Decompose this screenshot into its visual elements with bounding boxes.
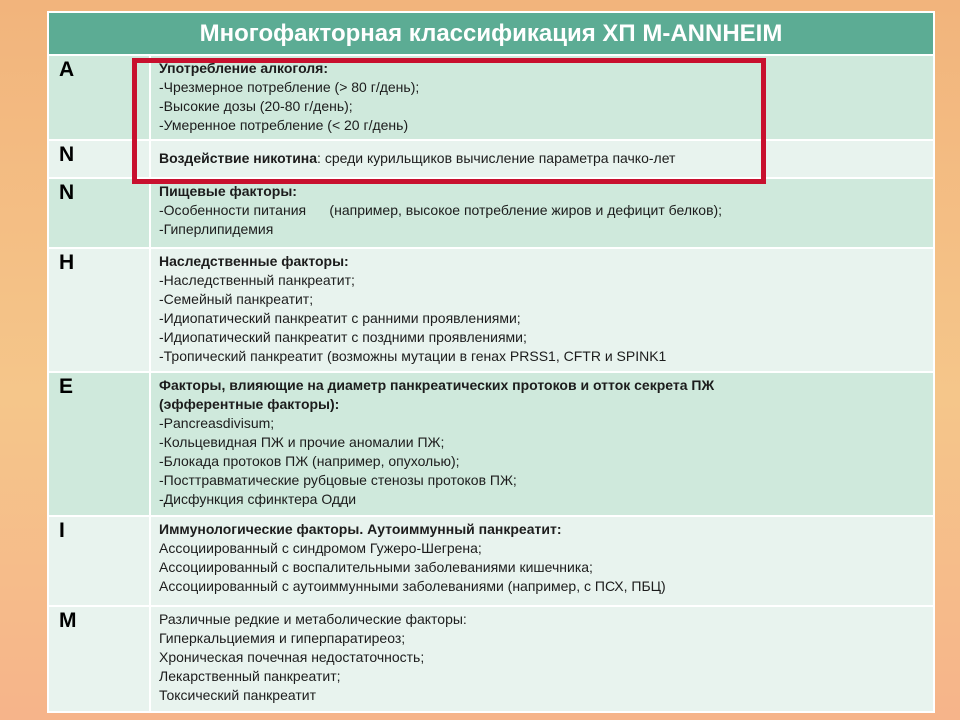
- row-line: Ассоциированный с синдромом Гужеро-Шегрена;: [159, 540, 482, 556]
- row-content: [151, 249, 933, 371]
- row-heading-cont: (эфферентные факторы):: [159, 396, 340, 412]
- row-line: Хроническая почечная недостаточность;: [159, 649, 425, 665]
- row-line: -Высокие дозы (20-80 г/день);: [159, 98, 353, 114]
- row-letter: N: [49, 179, 149, 247]
- row-line: -Семейный панкреатит;: [159, 291, 314, 307]
- row-line: Ассоциированный с аутоиммунными заболеваниями (например, с ПСХ, ПБЦ): [159, 578, 666, 594]
- classification-table: [47, 11, 935, 713]
- row-line: -Идиопатический панкреатит с ранними проявлениями;: [159, 310, 521, 326]
- row-line: -Чрезмерное потребление (> 80 г/день);: [159, 79, 420, 95]
- row-content: [151, 141, 933, 177]
- row-line: -Особенности питания (например, высокое потребление жиров и дефицит белков);: [159, 202, 723, 218]
- table-row-n-nutrition: [49, 179, 933, 247]
- row-content: [151, 56, 933, 139]
- row-content: [151, 517, 933, 605]
- row-letter: H: [49, 249, 149, 371]
- table-row-n-nicotine: [49, 141, 933, 177]
- row-letter: A: [49, 56, 149, 139]
- row-line: -Идиопатический панкреатит с поздними проявлениями;: [159, 329, 527, 345]
- table-row-h: [49, 249, 933, 371]
- row-line: -Умеренное потребление (< 20 г/день): [159, 117, 409, 133]
- row-letter: N: [49, 141, 149, 177]
- table-row-a: [49, 56, 933, 139]
- row-heading: Пищевые факторы:: [159, 183, 297, 199]
- row-line: -Тропический панкреатит (возможны мутации в генах PRSS1, CFTR и SPINK1: [159, 348, 667, 364]
- table-row-i: [49, 517, 933, 605]
- row-line: Ассоциированный с воспалительными заболеваниями кишечника;: [159, 559, 593, 575]
- row-line: -Наследственный панкреатит;: [159, 272, 355, 288]
- row-content: [151, 373, 933, 515]
- row-line: -Блокада протоков ПЖ (например, опухолью);: [159, 453, 460, 469]
- table-row-m: [49, 607, 933, 711]
- row-line: : среди курильщиков вычисление параметра пачко-лет: [317, 150, 676, 166]
- page-title: Многофакторная классификация ХП M-ANNHEIM: [49, 13, 933, 54]
- row-heading: Факторы, влияющие на диаметр панкреатических протоков и отток секрета ПЖ: [159, 377, 715, 393]
- row-line: -Pancreasdivisum;: [159, 415, 275, 431]
- row-heading: Воздействие никотина: [159, 150, 318, 166]
- row-line: Гиперкальциемия и гиперпаратиреоз;: [159, 630, 406, 646]
- row-heading: Иммунологические факторы. Аутоиммунный панкреатит:: [159, 521, 562, 537]
- row-content: [151, 607, 933, 711]
- row-line: Токсический панкреатит: [159, 687, 317, 703]
- row-line: -Посттравматические рубцовые стенозы протоков ПЖ;: [159, 472, 517, 488]
- row-letter: E: [49, 373, 149, 515]
- row-letter: M: [49, 607, 149, 711]
- row-heading: Употребление алкоголя:: [159, 60, 329, 76]
- row-heading: Наследственные факторы:: [159, 253, 349, 269]
- table-row-e: [49, 373, 933, 515]
- row-line: -Гиперлипидемия: [159, 221, 274, 237]
- row-line: Различные редкие и метаболические факторы:: [159, 611, 467, 627]
- row-line: Лекарственный панкреатит;: [159, 668, 341, 684]
- row-line: -Дисфункция сфинктера Одди: [159, 491, 357, 507]
- row-letter: I: [49, 517, 149, 605]
- row-content: [151, 179, 933, 247]
- row-line: -Кольцевидная ПЖ и прочие аномалии ПЖ;: [159, 434, 445, 450]
